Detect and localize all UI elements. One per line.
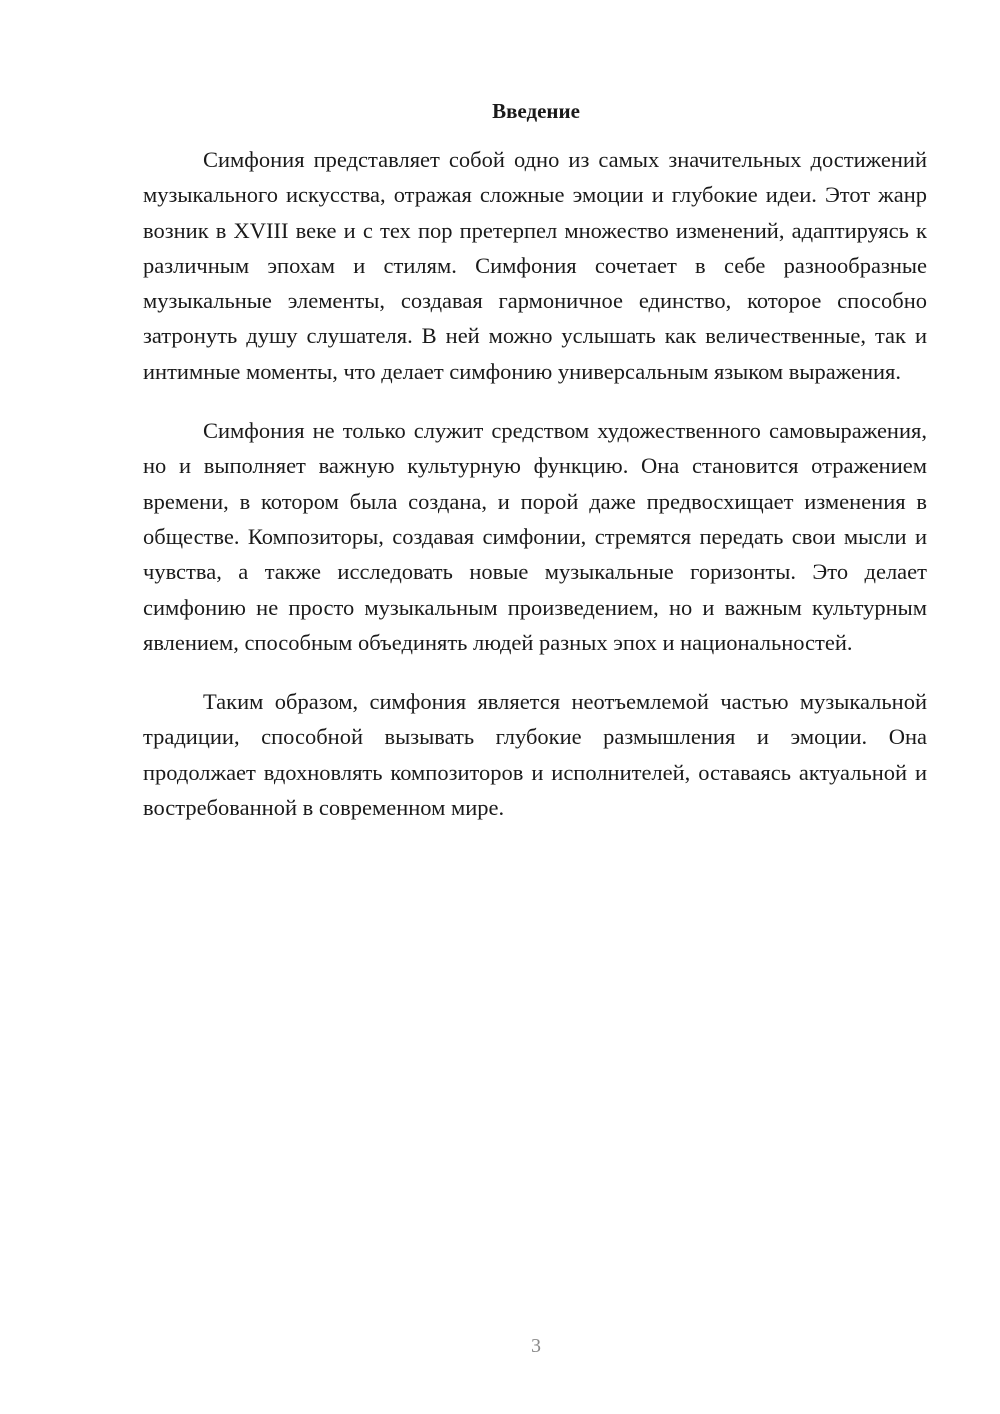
paragraph-3: Таким образом, симфония является неотъемлемой частью музыкальной традиции, способной вызывать глубокие размышления и эмоции. Она продолжает вдохновлять композиторов и исполнителей, оставаясь актуальной и востребованной в современном мире.: [143, 689, 927, 821]
section-heading: Введение: [492, 99, 580, 123]
paragraph-2: Симфония не только служит средством художественного самовыражения, но и выполняет важную культурную функцию. Она становится отражением времени, в котором была создана, и порой даже предвосхищает изменения в обществе. Композиторы, создавая симфонии, стремятся передать свои мысли и чувства, а также исследовать новые музыкальные горизонты. Это делает симфонию не просто музыкальным произведением, но и важным культурным явлением, способным объединять людей разных эпох и национальностей.: [143, 418, 927, 655]
paragraph-1: Симфония представляет собой одно из самых значительных достижений музыкального искусства, отражая сложные эмоции и глубокие идеи. Этот жанр возник в XVIII веке и с тех пор претерпел множество изменений, адаптируясь к различным эпохам и стилям. Симфония сочетает в себе разнообразные музыкальные элементы, создавая гармоничное единство, которое способно затронуть душу слушателя. В ней можно услышать как величественные, так и интимные моменты, что делает симфонию универсальным языком выражения.: [143, 147, 927, 384]
document-body: [143, 142, 927, 849]
page-number: 3: [531, 1335, 541, 1357]
